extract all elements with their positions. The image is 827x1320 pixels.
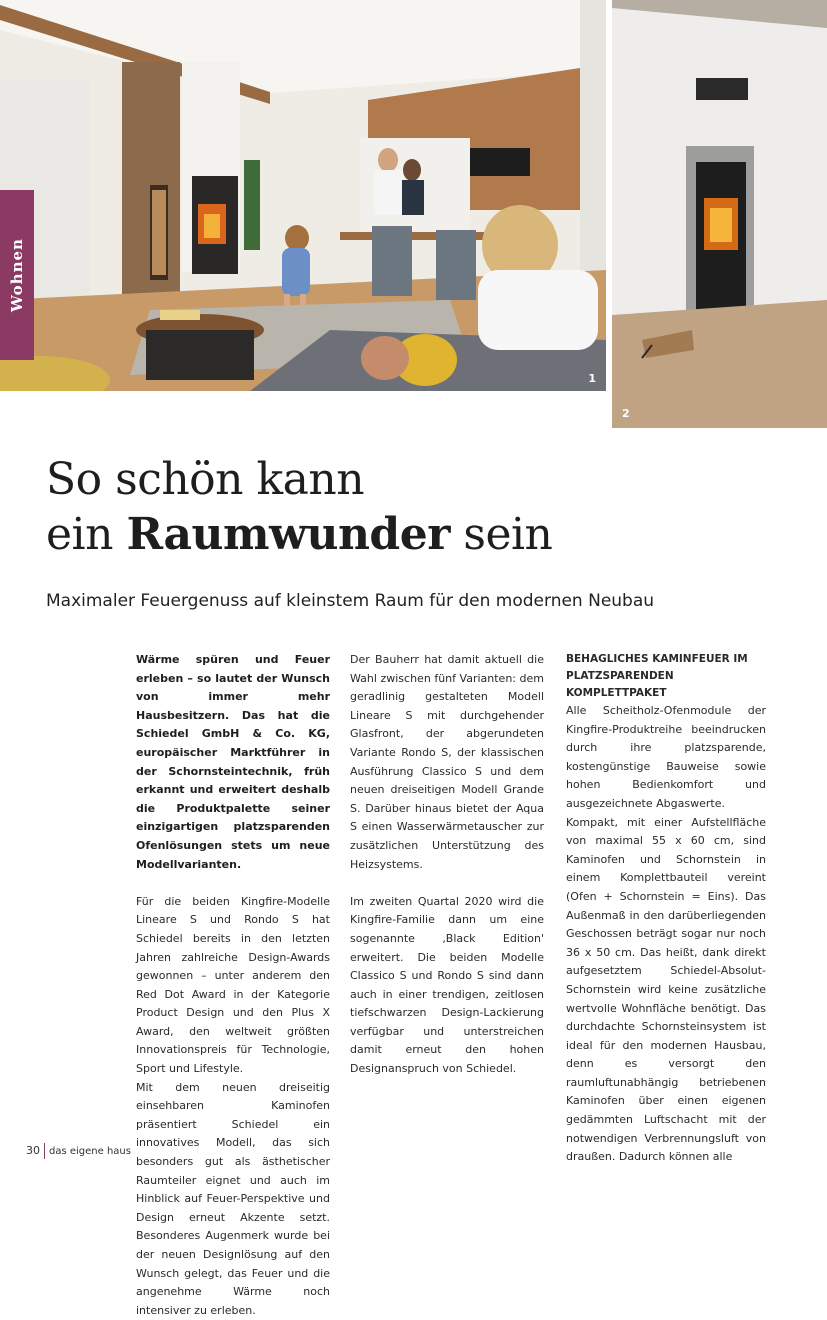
headline-line-1: So schön kann [46,454,365,505]
headline-line-2-post: sein [449,509,553,560]
text-column-1 [136,651,330,1320]
headline-line-2-pre: ein [46,509,127,560]
subtitle: Maximaler Feuergenuss auf kleinstem Raum für den modernen Neubau [46,591,655,611]
text-column-3 [566,651,766,1167]
body-paragraph: Für die beiden Kingfire-Modelle Lineare S und Rondo S hat Schiedel bereits in den letzten Jahren zahlreiche Design-Awards gewonnen – unter anderem den Red Dot Award in der Kategorie Product Design und den Plus X Award, den weltweit größten Innovationspreis für Technologie, Sport und Lifestyle. [136,894,330,1076]
body-paragraph: Mit dem neuen dreiseitig einsehbaren Kaminofen präsentiert Schiedel ein innovatives Modell, das sich besonders gut als ästhetischer Raumteiler eignet und auch im Hinblick auf Feuer-Perspektive und Design erneut Akzente setzt. Besonderes Augenmerk wurde bei der neuen Designlösung auf den Wunsch gelegt, das Feuer und die angenehme Wärme noch intensiver zu erleben. [136,1080,330,1317]
living-room-photo [0,0,606,391]
photo-number: 1 [588,372,596,385]
fireplace-photo [612,0,827,428]
page-number: 30 [26,1144,40,1157]
body-paragraph: Im zweiten Quartal 2020 wird die Kingfire-Familie dann um eine sogenannte ‚Black Edition' erweitert. Die beiden Modelle Classico S und Rondo S sind dann auch in einer trendigen, zeitlosen tiefschwarzen Design-Lackierung verfügbar und unterstreichen damit erneut den hohen Designanspruch von Schiedel. [350,894,544,1076]
magazine-name: das eigene haus [49,1146,131,1157]
body-paragraph: Der Bauherr hat damit aktuell die Wahl zwischen fünf Varianten: dem geradlinig gestalteten Modell Lineare S mit durchgehender Glasfront, der abgerundeten Variante Rondo S, der klassischen Ausführung Classico S und dem neuen dreiseitigen Modell Grande S. Darüber hinaus bietet der Aqua S einen Wasserwärmetauscher zur zusätzlichen Unterstützung des Heizsystems. [350,653,544,871]
lead-paragraph: Wärme spüren und Feuer erleben – so lautet der Wunsch von immer mehr Hausbesitzern. Das hat die Schiedel GmbH & Co. KG, europäischer Marktführer in der Schornsteintechnik, früh erkannt und erweitert deshalb die Produktpalette seiner einzigartigen platzsparenden Ofenlösungen stets um neue Modellvarianten. [136,653,330,871]
body-paragraph: Kompakt, mit einer Aufstellfläche von maximal 55 x 60 cm, sind Kaminofen und Schornstein in einem Komplettbauteil vereint (Ofen + Schornstein = Eins). Das Außenmaß in den darüberliegenden Geschossen beträgt sogar nur noch 36 x 50 cm. Das heißt, dank direkt aufgesetztem Schiedel-Absolut-Schornstein wird keine zusätzliche wertvolle Wohnfläche benötigt. Das durchdachte Schornsteinsystem ist ideal für den modernen Hausbau, denn es versorgt den raumluftunabhängig betriebenen Kaminofen über einen eigenen gedämmten Luftschacht mit der notwendigen Verbrennungsluft von draußen. Dadurch können alle [566,815,766,1164]
section-tab [0,190,34,360]
section-tab-label: Wohnen [8,238,26,312]
photo-number: 2 [622,407,630,420]
headline-emphasis: Raumwunder [126,509,450,560]
footer-divider [44,1143,45,1159]
body-paragraph: Alle Scheitholz-Ofenmodule der Kingfire-Produktreihe beeindrucken durch ihre platzsparende, kostengünstige Bauweise sowie hohen Bedienkomfort und ausgezeichnete Abgaswerte. [566,704,766,810]
section-heading: BEHAGLICHES KAMINFEUER IM PLATZSPARENDEN KOMPLETTPAKET [566,653,748,699]
text-column-2 [350,651,544,1079]
headline [46,452,552,562]
page-footer [26,1143,131,1159]
